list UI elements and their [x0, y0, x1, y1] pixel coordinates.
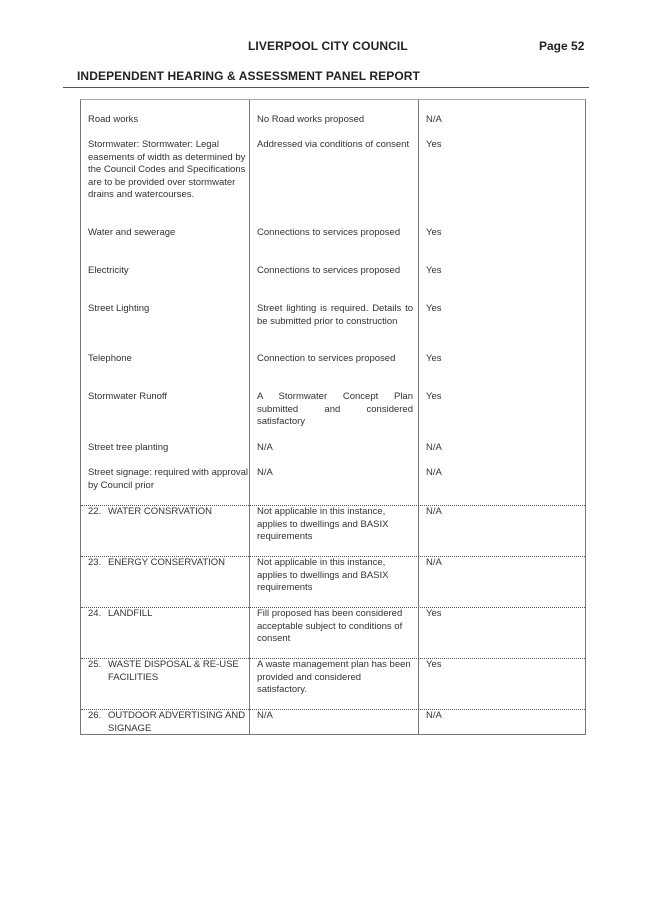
row-comment: No Road works proposed: [257, 114, 365, 125]
row-status: Yes: [426, 353, 442, 364]
row-status: Yes: [426, 303, 442, 314]
row-item: Telephone: [88, 353, 132, 364]
row-comment: Connection to services proposed: [257, 353, 396, 364]
row-comment: N/A: [257, 710, 273, 721]
row-comment: Street lighting is required. Details to be submitted prior to construction: [257, 303, 413, 327]
section-title: WASTE DISPOSAL & RE-USE FACILITIES: [108, 659, 239, 683]
section-title: OUTDOOR ADVERTISING AND SIGNAGE: [108, 710, 246, 734]
row-comment: Connections to services proposed: [257, 265, 401, 276]
section-number: 23.: [88, 557, 102, 568]
row-status: Yes: [426, 139, 442, 150]
row-status: Yes: [426, 608, 442, 619]
column-divider: [249, 100, 250, 734]
council-name: LIVERPOOL CITY COUNCIL: [248, 39, 408, 53]
section-number: 25.: [88, 659, 102, 670]
row-status: Yes: [426, 227, 442, 238]
header-rule: [63, 87, 589, 88]
page-number: Page 52: [539, 39, 585, 53]
section-title: LANDFILL: [108, 608, 153, 619]
row-comment: Not applicable in this instance, applies to dwellings and BASIX requirements: [257, 506, 389, 543]
row-status: N/A: [426, 442, 442, 453]
row-item: Electricity: [88, 265, 129, 276]
section-number: 24.: [88, 608, 102, 619]
row-status: Yes: [426, 391, 442, 402]
assessment-table: [80, 99, 586, 735]
section-item: [88, 608, 248, 621]
row-item: Street signage: required with approval by Council prior: [88, 467, 249, 491]
row-item: Street Lighting: [88, 303, 150, 314]
row-item: Road works: [88, 114, 139, 125]
row-status: Yes: [426, 659, 442, 670]
report-title: INDEPENDENT HEARING & ASSESSMENT PANEL REPORT: [77, 69, 420, 83]
row-status: N/A: [426, 557, 442, 568]
row-status: N/A: [426, 710, 442, 721]
row-status: Yes: [426, 265, 442, 276]
section-number: 22.: [88, 506, 102, 517]
row-item: Stormwater Runoff: [88, 391, 168, 402]
column-divider: [418, 100, 419, 734]
row-comment: A waste management plan has been provided and considered satisfactory.: [257, 659, 411, 696]
row-item: Water and sewerage: [88, 227, 176, 238]
row-status: N/A: [426, 506, 442, 517]
row-comment: Addressed via conditions of consent: [257, 139, 410, 150]
row-comment: Connections to services proposed: [257, 227, 401, 238]
row-comment: N/A: [257, 467, 273, 478]
row-comment: A Stormwater Concept Plan submitted and considered satisfactory: [257, 391, 413, 428]
row-status: N/A: [426, 114, 442, 125]
section-item: [88, 659, 248, 684]
section-title: ENERGY CONSERVATION: [108, 557, 226, 568]
section-item: [88, 506, 248, 519]
row-comment: Not applicable in this instance, applies to dwellings and BASIX requirements: [257, 557, 389, 594]
row-comment: N/A: [257, 442, 273, 453]
section-item: [88, 557, 248, 570]
row-status: N/A: [426, 467, 442, 478]
section-number: 26.: [88, 710, 102, 721]
section-title: WATER CONSRVATION: [108, 506, 212, 517]
row-item: Stormwater: Stormwater: Legal easements of width as determined by the Council Codes and Specifications are to be provided over stormwater drains and watercourses.: [88, 139, 246, 201]
row-item: Street tree planting: [88, 442, 169, 453]
section-item: [88, 710, 248, 735]
row-comment: Fill proposed has been considered acceptable subject to conditions of consent: [257, 608, 403, 645]
